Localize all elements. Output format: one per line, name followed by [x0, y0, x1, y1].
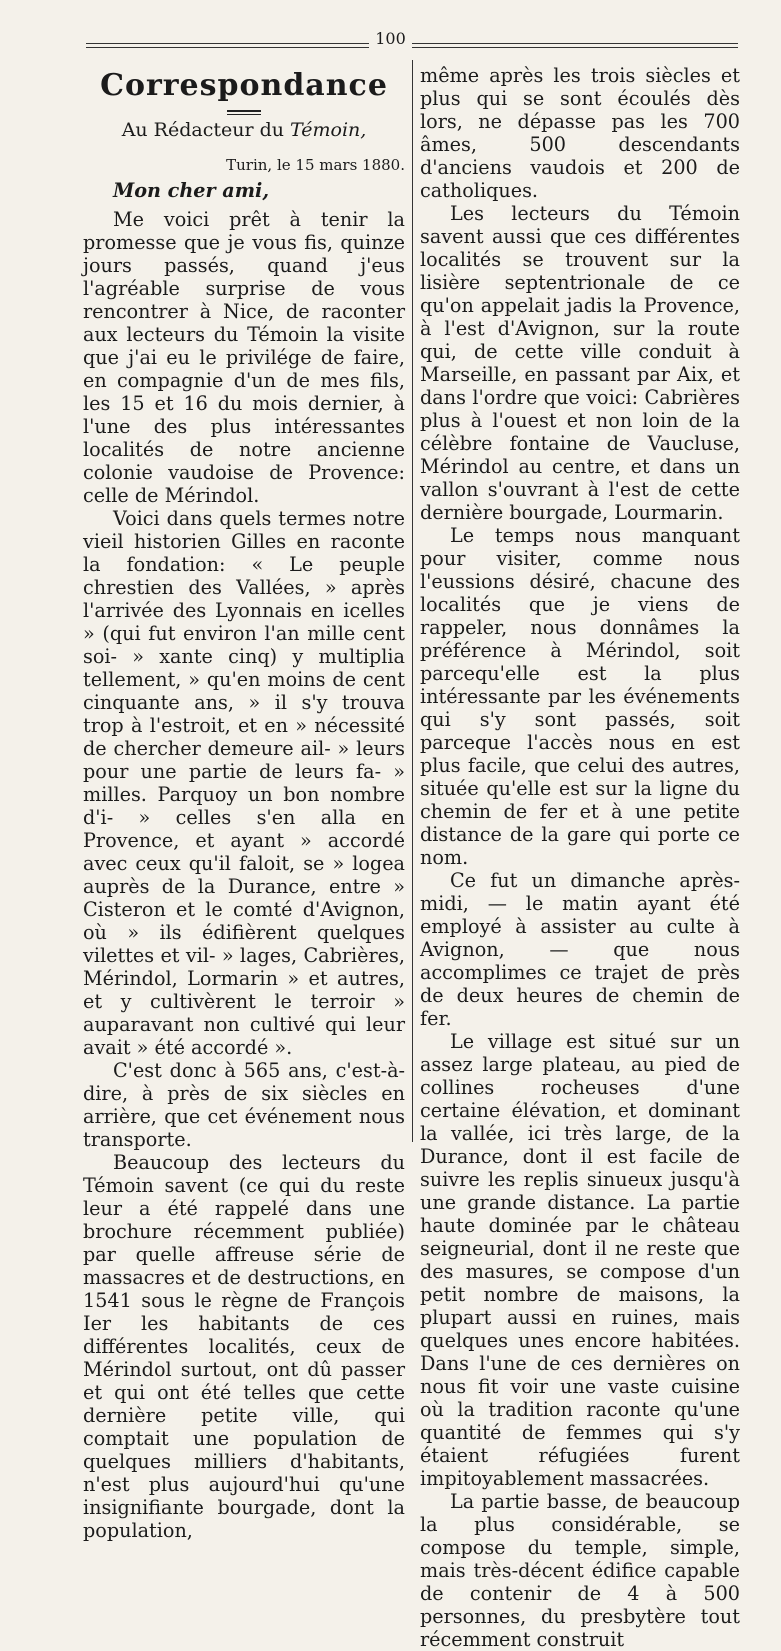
paragraph: Le temps nous manquant pour visiter, comme nous l'eussions désiré, chacune des localités que je viens de rappeler, nous donnâmes la préférence à Mérindol, soit parcequ'elle est la plus intéressante par les événements qui s'y sont passés, soit parceque l'accès nous en est plus facile, que celui des autres, située qu'elle est sur la ligne du chemin de fer et à une petite distance de la gare qui porte ce nom.: [420, 524, 740, 869]
paragraph: Voici dans quels termes notre vieil historien Gilles en raconte la fondation: « Le peuple chrestien des Vallées, » après l'arrivée des Lyonnais en icelles » (qui fut environ l'an mille cent soi- » xante cinq) y multiplia tellement, » qu'en moins de cent cinquante ans, » il s'y trouva trop à l'estroit, et en » nécessité de chercher demeure ail- » leurs pour une partie de leurs fa- » milles. Parquoy un bon nombre d'i- » celles s'en alla en Provence, et ayant » accordé avec ceux qu'il faloit, se » logea auprès de la Durance, entre » Cisteron et le comté d'Avignon, où » ils édifièrent quelques vilettes et vil- » lages, Cabrières, Mérindol, Lormarin » et autres, et y cultivèrent le terroir » auparavant non cultivé qui leur avait » été accordé ».: [83, 507, 405, 1059]
addressee-line: Au Rédacteur du Témoin,: [121, 119, 367, 141]
paragraph: La partie basse, de beaucoup la plus considérable, se compose du temple, simple, mais très-décent édifice capable de contenir de 4 à 500 personnes, du presbytère tout récemment construit: [420, 1490, 740, 1651]
paragraph: même après les trois siècles et plus qui se sont écoulés dès lors, ne dépasse pas les 700 âmes, 500 descendants d'anciens vaudois et 200 de catholiques.: [420, 64, 740, 202]
dateline: Turin, le 15 mars 1880.: [226, 156, 405, 174]
left-column: [83, 64, 405, 1542]
salutation: Mon cher ami,: [113, 179, 270, 202]
right-column: [420, 64, 740, 1651]
paragraph: C'est donc à 565 ans, c'est-à-dire, à près de six siècles en arrière, que cet événement nous transporte.: [83, 1059, 405, 1151]
paragraph: Me voici prêt à tenir la promesse que je vous fis, quinze jours passés, quand j'eus l'agréable surprise de vous rencontrer à Nice, de raconter aux lecteurs du Témoin la visite que j'ai eu le privilége de faire, en compagnie d'un de mes fils, les 15 et 16 du mois dernier, à l'une des plus intéressantes localités de notre ancienne colonie vaudoise de Provence: celle de Mérindol.: [83, 208, 405, 507]
page-number: 100: [0, 30, 781, 48]
title-rule: [227, 110, 261, 115]
article-title: Correspondance: [100, 68, 388, 103]
paragraph: Le village est situé sur un assez large plateau, au pied de collines rocheuses d'une certaine élévation, et dominant la vallée, ici très large, de la Durance, dont il est facile de suivre les replis sinueux jusqu'à une grande distance. La partie haute dominée par le château seigneurial, dont il ne reste que des masures, se compose d'un petit nombre de maisons, la plupart aussi en ruines, mais quelques unes encore habitées. Dans l'une de ces dernières on nous fit voir une vaste cuisine où la tradition raconte qu'une quantité de femmes qui s'y étaient réfugiées furent impitoyablement massacrées.: [420, 1030, 740, 1490]
paragraph: Les lecteurs du Témoin savent aussi que ces différentes localités se trouvent sur la lisière septentrionale de ce qu'on appelait jadis la Provence, à l'est d'Avignon, sur la route qui, de cette ville conduit à Marseille, en passant par Aix, et dans l'ordre que voici: Cabrières plus à l'ouest et non loin de la célèbre fontaine de Vaucluse, Mérindol au centre, et dans un vallon s'ouvrant à l'est de cette dernière bourgade, Lourmarin.: [420, 202, 740, 524]
column-divider: [412, 60, 413, 1142]
paragraph: Beaucoup des lecteurs du Témoin savent (ce qui du reste leur a été rappelé dans une brochure récemment publiée) par quelle affreuse série de massacres et de destructions, en 1541 sous le règne de François Ier les habitants de ces différentes localités, ceux de Mérindol surtout, ont dû passer et qui ont été telles que cette dernière petite ville, qui comptait une population de quelques milliers d'habitants, n'est plus aujourd'hui qu'une insignifiante bourgade, dont la population,: [83, 1151, 405, 1542]
paragraph: Ce fut un dimanche après-midi, — le matin ayant été employé à assister au culte à Avignon, — que nous accomplimes ce trajet de près de deux heures de chemin de fer.: [420, 869, 740, 1030]
